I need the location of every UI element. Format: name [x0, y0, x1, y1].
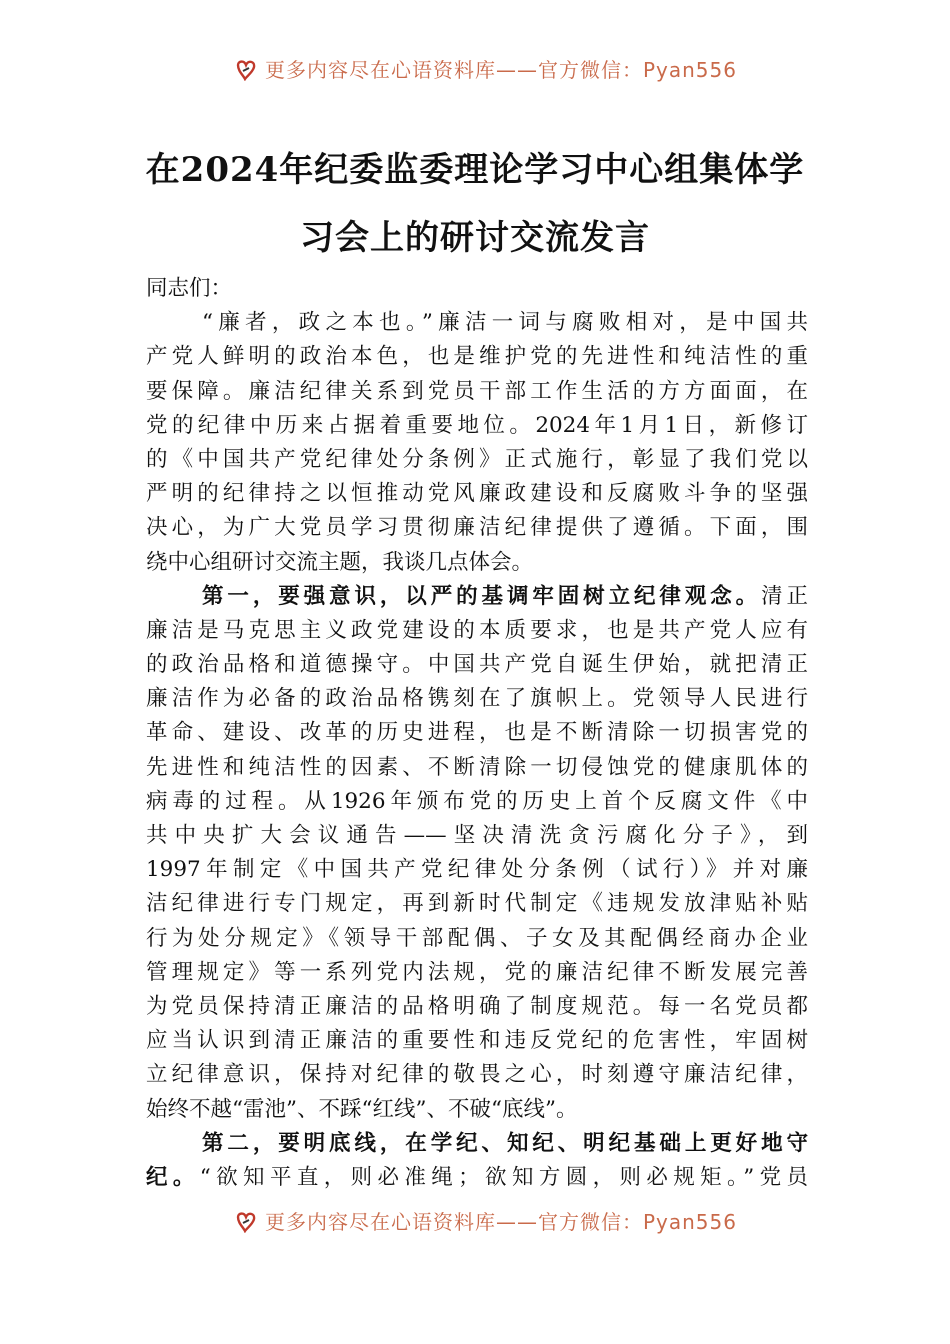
paragraph-2-line: 廉洁作为必备的政治品格镌刻在了旗帜上。党领导人民进行 — [146, 686, 808, 712]
document-title-line-2: 习会上的研讨交流发言 — [300, 218, 650, 258]
paragraph-1-line: 决心，为广大党员学习贯彻廉洁纪律提供了遵循。下面，围 — [146, 515, 808, 541]
paragraph-2-line: 洁纪律进行专门规定，再到新时代制定《违规发放津贴补贴 — [146, 891, 808, 917]
paragraph-2-text: 清正 — [761, 583, 808, 609]
paragraph-2-line: 应当认识到清正廉洁的重要性和违反党纪的危害性，牢固树 — [146, 1028, 808, 1054]
section-2-heading: 第二，要明底线，在学纪、知纪、明纪基础上更好地守 — [202, 1130, 808, 1156]
paragraph-2-line: 的政治品格和道德操守。中国共产党自诞生伊始，就把清正 — [146, 652, 808, 678]
paragraph-2-line: 行为处分规定》《领导干部配偶、子女及其配偶经商办企业 — [146, 925, 808, 951]
section-1-heading: 第一，要强意识，以严的基调牢固树立纪律观念。 — [202, 583, 762, 609]
paragraph-2-line: 立纪律意识，保持对纪律的敬畏之心，时刻遵守廉洁纪律， — [146, 1062, 808, 1088]
section-2-heading-end: 纪。 — [146, 1164, 200, 1190]
paragraph-2-line: 革命、建设、改革的历史进程，也是不断清除一切损害党的 — [146, 720, 808, 746]
paragraph-3-text: “欲知平直，则必准绳；欲知方圆，则必规矩。”党员 — [199, 1164, 808, 1190]
paragraph-1-line: 要保障。廉洁纪律关系到党员干部工作生活的方方面面，在 — [146, 378, 808, 404]
paragraph-1-line: 产党人鲜明的政治本色，也是维护党的先进性和纯洁性的重 — [146, 344, 808, 370]
paragraph-3-line — [146, 1161, 808, 1195]
paragraph-2-first-line — [146, 580, 808, 614]
footer-banner — [0, 1208, 950, 1234]
banner-text: 更多内容尽在心语资料库——官方微信：Pyan556 — [264, 58, 737, 82]
paragraph-2-line: 病毒的过程。从1926年颁布党的历史上首个反腐文件《中 — [146, 788, 808, 814]
paragraph-2-line: 共中央扩大会议通告——坚决清洗贪污腐化分子》，到 — [146, 823, 808, 848]
heart-logo-icon — [235, 59, 259, 81]
heart-logo-icon — [235, 1211, 259, 1233]
paragraph-1-line: 的《中国共产党纪律处分条例》正式施行，彰显了我们党以 — [146, 446, 808, 472]
document-body — [146, 272, 808, 1195]
header-banner — [0, 56, 950, 82]
paragraph-2-line: 1997年制定《中国共产党纪律处分条例（试行）》并对廉 — [146, 857, 808, 883]
paragraph-2-line: 管理规定》等一系列党内法规，党的廉洁纪律不断发展完善 — [146, 959, 808, 985]
paragraph-1-line: 严明的纪律持之以恒推动党风廉政建设和反腐败斗争的坚强 — [146, 481, 808, 507]
document-title-line-1: 在2024年纪委监委理论学习中心组集体学 — [145, 150, 805, 190]
paragraph-2-line: 为党员保持清正廉洁的品格明确了制度规范。每一名党员都 — [146, 993, 808, 1019]
banner-text: 更多内容尽在心语资料库——官方微信：Pyan556 — [264, 1210, 737, 1234]
paragraph-1-line: 绕中心组研讨交流主题，我谈几点体会。 — [146, 549, 534, 575]
paragraph-1-line: “廉者，政之本也。”廉洁一词与腐败相对，是中国共 — [202, 310, 808, 336]
greeting: 同志们： — [146, 276, 233, 301]
paragraph-2-line: 廉洁是马克思主义政党建设的本质要求，也是共产党人应有 — [146, 617, 808, 643]
paragraph-1-line: 党的纪律中历来占据着重要地位。2024年1月1日，新修订 — [146, 412, 808, 438]
paragraph-2-line: 先进性和纯洁性的因素、不断清除一切侵蚀党的健康肌体的 — [146, 754, 808, 780]
paragraph-2-line: 始终不越“雷池”、不踩“红线”、不破“底线”。 — [146, 1096, 578, 1122]
